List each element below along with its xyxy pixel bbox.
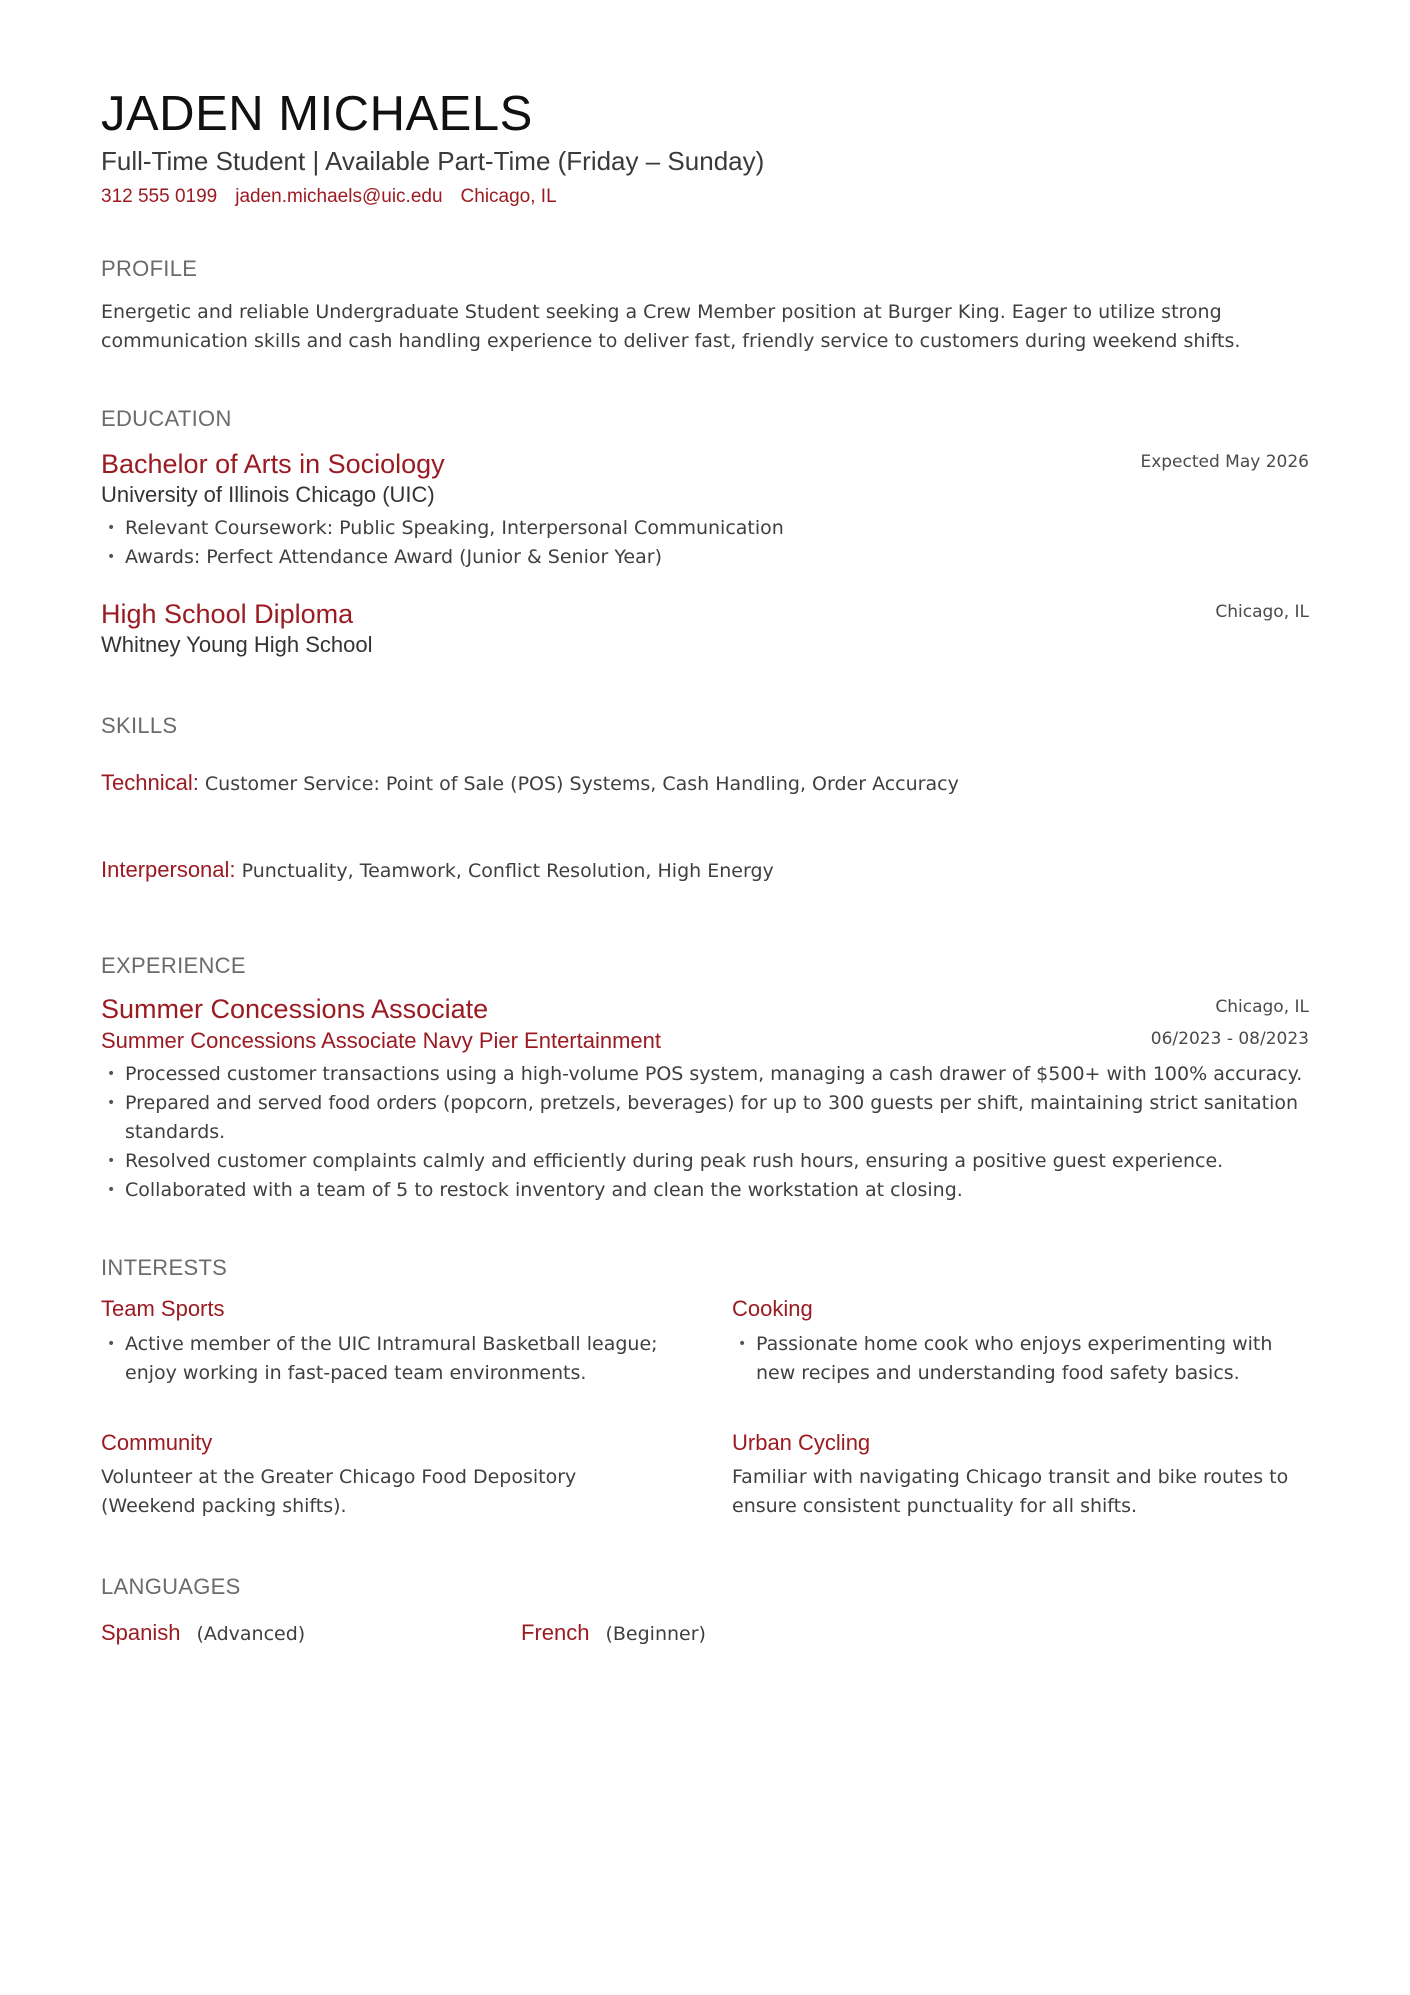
language-name: Spanish xyxy=(101,1620,181,1645)
list-item: • Collaborated with a team of 5 to restock inventory and clean the workstation at closing. xyxy=(101,1176,1321,1205)
language-level: (Beginner) xyxy=(605,1623,706,1645)
list-item: • Passionate home cook who enjoys experimenting with new recipes and understanding food safety basics. xyxy=(732,1330,1302,1388)
profile-text: Energetic and reliable Undergraduate Student seeking a Crew Member position at Burger King. Eager to utilize strong communication skills and cash handling experience to deliver fast, friendly service to customers during weekend shifts. xyxy=(101,301,1241,352)
section-title-skills: SKILLS xyxy=(101,713,178,738)
education-school: University of Illinois Chicago (UIC) xyxy=(101,482,435,507)
skill-item: High Energy xyxy=(657,860,774,882)
experience-role: Summer Concessions Associate xyxy=(101,994,489,1024)
list-item: • Resolved customer complaints calmly and efficiently during peak rush hours, ensuring a positive guest experience. xyxy=(101,1147,1321,1176)
list-item: • Processed customer transactions using a high-volume POS system, managing a cash drawer of $500+ with 100% accuracy. xyxy=(101,1060,1321,1089)
skill-group-label: Technical: xyxy=(101,770,199,795)
education-school: Whitney Young High School xyxy=(101,632,373,657)
section-title-experience: EXPERIENCE xyxy=(101,953,246,978)
list-item: • Awards: Perfect Attendance Award (Junior & Senior Year) xyxy=(101,543,1321,572)
interest-bullets xyxy=(732,1330,1302,1388)
candidate-name: JADEN MICHAELS xyxy=(101,87,533,141)
section-title-education: EDUCATION xyxy=(101,406,232,431)
phone-number[interactable]: 312 555 0199 xyxy=(101,186,218,207)
interest-text: Familiar with navigating Chicago transit and bike routes to ensure consistent punctuality for all shifts. xyxy=(732,1466,1289,1517)
section-title-interests: INTERESTS xyxy=(101,1255,228,1280)
skill-item: Punctuality , xyxy=(242,860,354,882)
education-bullets xyxy=(101,514,1321,572)
language-item xyxy=(101,1620,305,1646)
location: Chicago, IL xyxy=(460,186,557,207)
skill-item: Cash Handling , xyxy=(662,773,806,795)
interest-text: Volunteer at the Greater Chicago Food Depository (Weekend packing shifts). xyxy=(101,1466,577,1517)
skill-group-label: Interpersonal: xyxy=(101,857,236,882)
experience-dates: 06/2023 - 08/2023 xyxy=(1150,1029,1309,1049)
interest-bullets xyxy=(101,1330,671,1388)
list-item: • Prepared and served food orders (popcorn, pretzels, beverages) for up to 300 guests per shift, maintaining strict sanitation standards. xyxy=(101,1089,1321,1147)
skill-item: Order Accuracy xyxy=(812,773,959,795)
experience-company: Summer Concessions Associate Navy Pier Entertainment xyxy=(101,1028,662,1053)
experience-bullets xyxy=(101,1060,1321,1205)
language-level: (Advanced) xyxy=(196,1623,306,1645)
email-link[interactable]: jaden.michaels@uic.edu xyxy=(235,186,443,207)
education-degree: Bachelor of Arts in Sociology xyxy=(101,449,445,479)
candidate-headline: Full-Time Student | Available Part-Time (Friday – Sunday) xyxy=(101,146,765,176)
interest-title: Community xyxy=(101,1430,213,1455)
education-date: Expected May 2026 xyxy=(1140,452,1309,472)
interest-title: Team Sports xyxy=(101,1296,225,1321)
list-item: • Active member of the UIC Intramural Basketball league; enjoy working in fast-paced team environments. xyxy=(101,1330,671,1388)
skill-group-interpersonal xyxy=(101,857,774,883)
interest-title: Cooking xyxy=(732,1296,813,1321)
language-name: French xyxy=(521,1620,590,1645)
language-item xyxy=(521,1620,706,1646)
experience-location: Chicago, IL xyxy=(1215,997,1309,1017)
education-degree: High School Diploma xyxy=(101,599,354,629)
section-title-languages: LANGUAGES xyxy=(101,1574,241,1599)
interest-title: Urban Cycling xyxy=(732,1430,871,1455)
education-location: Chicago, IL xyxy=(1215,602,1309,622)
skill-group-technical xyxy=(101,770,959,796)
section-title-profile: PROFILE xyxy=(101,256,198,281)
list-item: • Relevant Coursework: Public Speaking, Interpersonal Communication xyxy=(101,514,1321,543)
skill-item: Conflict Resolution , xyxy=(468,860,651,882)
skill-item: Customer Service: Point of Sale (POS) Systems , xyxy=(205,773,656,795)
skill-item: Teamwork , xyxy=(360,860,462,882)
contact-line xyxy=(101,186,557,208)
